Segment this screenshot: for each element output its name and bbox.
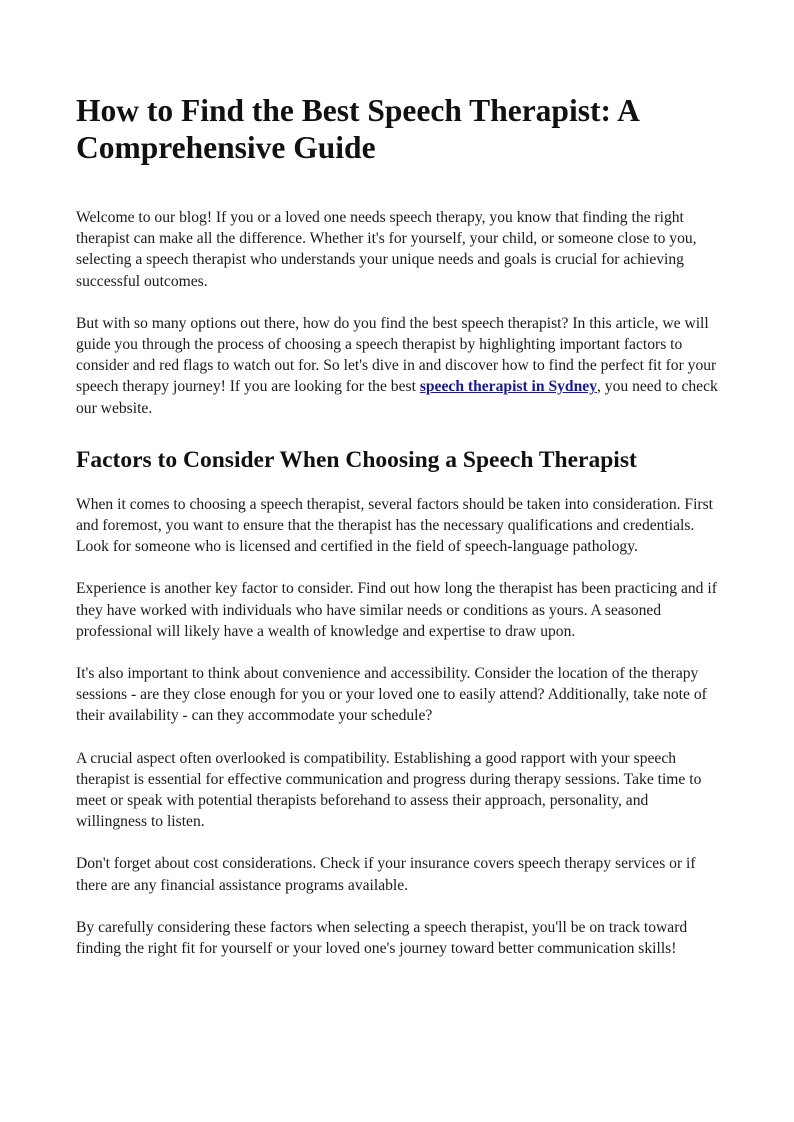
factors-paragraph-qualifications: When it comes to choosing a speech therapist, several factors should be taken into consideration. First and foremost, you want to ensure that the therapist has the necessary qualifications and credentials. Look for someone who is licensed and certified in the field of speech-language pathology.	[76, 495, 714, 556]
factors-paragraph-conclusion: By carefully considering these factors when selecting a speech therapist, you'll be on track toward finding the right fit for yourself or your loved one's journey toward better communication skills!	[76, 918, 688, 958]
factors-paragraph-compatibility: A crucial aspect often overlooked is compatibility. Establishing a good rapport with your speech therapist is essential for effective communication and progress during therapy sessions. Take time to meet or speak with potential therapists beforehand to assess their approach, personality, and willingness to listen.	[76, 749, 702, 831]
intro-paragraph-with-link	[76, 313, 722, 419]
intro-paragraph: Welcome to our blog! If you or a loved one needs speech therapy, you know that finding the right therapist can make all the difference. Whether it's for yourself, your child, or someone close to you, selecting a speech therapist who understands your unique needs and goals is crucial for achieving successful outcomes.	[76, 209, 697, 290]
factors-paragraph-cost: Don't forget about cost considerations. Check if your insurance covers speech therapy services or if there are any financial assistance programs available.	[76, 855, 696, 894]
speech-therapist-sydney-link[interactable]: speech therapist in Sydney	[419, 378, 597, 396]
factors-paragraph-experience: Experience is another key factor to consider. Find out how long the therapist has been practicing and if they have worked with individuals who have similar needs or conditions as yours. A seasoned professional will likely have a wealth of knowledge and expertise to draw upon.	[76, 580, 717, 640]
article	[76, 92, 722, 980]
article-title: How to Find the Best Speech Therapist: A Comprehensive Guide	[76, 93, 639, 165]
intro-text-before-link: But with so many options out there, how do you find the best speech therapist? In this article, we will guide you through the process of choosing a speech therapist by highlighting important factors to consider and red flags to watch out for. So let's dive in and discover how to find the perfect fit for your speech therapy journey! If you are looking for the best	[76, 314, 717, 396]
section-heading-factors: Factors to Consider When Choosing a Speech Therapist	[76, 446, 637, 473]
factors-paragraph-convenience: It's also important to think about convenience and accessibility. Consider the location of the therapy sessions - are they close enough for you or your loved one to easily attend? Additionally, take note of their availability - can they accommodate your schedule?	[76, 665, 707, 725]
intro-text-after-link: , you need to check our website.	[76, 378, 718, 417]
